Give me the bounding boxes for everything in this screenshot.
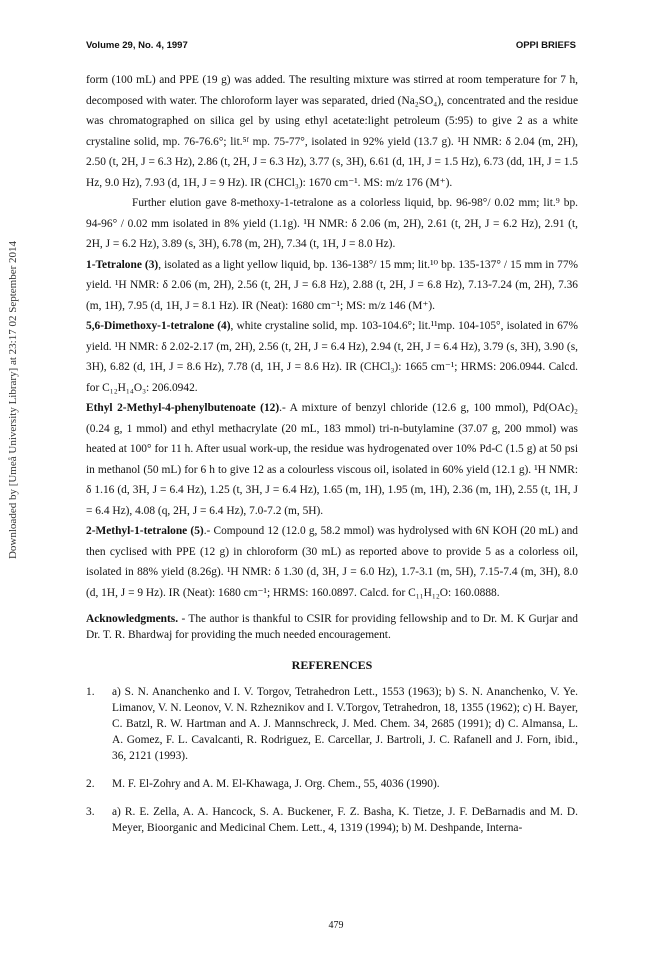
- compound-heading: 2-Methyl-1-tetralone (5): [86, 525, 204, 537]
- paragraph-6: [86, 521, 578, 603]
- section-title: OPPI BRIEFS: [515, 40, 576, 51]
- reference-number: 2.: [86, 777, 95, 790]
- paragraph-4-text: , white crystaline solid, mp. 103-104.6°; lit.¹¹mp. 104-105°, isolated in 67% yield. ¹H NMR: δ 2.02-2.17 (m, 2H), 2.56 (t, 2H, J = 6.4 Hz), 2.94 (t, 2H, J = 6.4 Hz), 3.79 (s, 3H), 3.90 (s, 3H), 6.82 (d, 1H, J = 8.6 Hz), 7.78 (d, 1H, J = 8.6 Hz). IR (CHCl₃): 1665 cm⁻¹; HRMS: 206.0944. Calcd. for C₁₂H₁₄O₃: 206.0942.: [86, 320, 578, 394]
- paragraph-6-text: .- Compound 12 (12.0 g, 58.2 mmol) was hydrolysed with 6N KOH (20 mL) and then cyclised with PPE (12 g) in chloroform (30 mL) as reported above to provide 5 as a colorless oil, isolated in 88% yield (8.26g). ¹H NMR: δ 1.30 (d, 3H, J = 6.0 Hz), 1.7-3.1 (m, 5H), 7.15-7.4 (m, 3H), 8.0 (d, 1H, J = 9 Hz). IR (Neat): 1680 cm⁻¹; HRMS: 160.0897. Calcd. for C₁₁H₁₂O: 160.0888.: [86, 525, 578, 599]
- acknowledgments-text: - The author is thankful to CSIR for providing fellowship and to Dr. M. K Gurjar and Dr. T. R. Bhardwaj for providing the much needed encouragement.: [86, 613, 578, 641]
- reference-number: 3.: [86, 805, 95, 818]
- journal-volume: Volume 29, No. 4, 1997: [86, 40, 188, 51]
- paragraph-2-text: Further elution gave 8-methoxy-1-tetralone as a colorless liquid, bp. 96-98°/ 0.02 mm; lit.⁹ bp. 94-96° / 0.02 mm isolated in 8% yield (1.1g). ¹H NMR: δ 2.06 (m, 2H), 2.61 (t, 2H, J = 6.2 Hz), 2.91 (t, 2H, J = 6.2 Hz), 3.89 (s, 3H), 6.78 (m, 2H), 7.34 (t, 1H, J = 8.0 Hz).: [86, 197, 578, 250]
- reference-number: 1.: [86, 685, 95, 698]
- references-title: REFERENCES: [291, 658, 373, 672]
- reference-item: [86, 684, 578, 764]
- running-header: [86, 40, 576, 54]
- paragraph-4: [86, 316, 578, 398]
- paragraph-3: [86, 255, 578, 317]
- paragraph-3-text: , isolated as a light yellow liquid, bp. 136-138°/ 15 mm; lit.¹⁰ bp. 135-137° / 15 mm in 77% yield. ¹H NMR: δ 2.06 (m, 2H), 2.56 (t, 2H, J = 6.8 Hz), 2.88 (t, 2H, J = 6.8 Hz), 7.13-7.24 (m, 2H), 7.36 (m, 1H), 7.95 (d, 1H, J = 8.1 Hz). IR (Neat): 1680 cm⁻¹; MS: m/z 146 (M⁺).: [86, 258, 578, 312]
- compound-heading: 5,6-Dimethoxy-1-tetralone (4): [86, 320, 231, 332]
- paragraph-5-text: .- A mixture of benzyl chloride (12.6 g, 100 mmol), Pd(OAc)₂ (0.24 g, 1 mmol) and ethyl methacrylate (20 mL, 183 mmol) tri-n-butylamine (37.07 g, 200 mmol) was heated at 100° for 11 h. After usual work-up, the residue was hydrogenated over 10% Pd-C (1.5 g) at 50 psi in methanol (50 mL) for 6 h to give 12 as a colourless viscous oil, isolated in 60% yield (12.1 g). ¹H NMR: δ 1.16 (d, 3H, J = 6.4 Hz), 1.25 (t, 3H, J = 6.4 Hz), 1.65 (m, 1H), 1.95 (m, 1H), 2.36 (m, 1H), 2.55 (t, 1H, J = 6.4 Hz), 4.08 (q, 2H, J = 6.4 Hz), 7.0-7.2 (m, 5H).: [86, 402, 578, 517]
- acknowledgments: [86, 611, 578, 643]
- compound-heading: 1-Tetralone (3): [86, 258, 159, 271]
- reference-item: [86, 804, 578, 836]
- paragraph-2: [86, 193, 578, 255]
- compound-heading: Ethyl 2-Methyl-4-phenylbutenoate (12): [86, 402, 280, 414]
- acknowledgments-heading: Acknowledgments.: [86, 613, 179, 625]
- reference-item: [86, 776, 578, 792]
- page-number: 479: [328, 920, 344, 931]
- paragraph-1-text: form (100 mL) and PPE (19 g) was added. The resulting mixture was stirred at room temperature for 7 h, decomposed with water. The chloroform layer was separated, dried (Na₂SO₄), concentrated and the residue was chromatographed on silica gel by using ethyl acetate:light petroleum (5:95) to give 2 as a white crystaline solid, mp. 76-76.6°; lit.⁵ᶠ mp. 75-77°, isolated in 92% yield (13.7 g). ¹H NMR: δ 2.04 (m, 2H), 2.50 (t, 2H, J = 6.3 Hz), 2.86 (t, 2H, J = 6.3 Hz), 3.77 (s, 3H), 6.61 (d, 1H, J = 1.5 Hz), 6.73 (dd, 1H, J = 1.5 Hz, 9.0 Hz), 7.93 (d, 1H, J = 9 Hz). IR (CHCl₃): 1670 cm⁻¹. MS: m/z 176 (M⁺).: [86, 74, 578, 189]
- reference-text: M. F. El-Zohry and A. M. El-Khawaga, J. Org. Chem., 55, 4036 (1990).: [112, 777, 440, 790]
- download-notice: Downloaded by [Umeå University Library] at 23:17 02 September 2014: [7, 240, 19, 560]
- article-body: [86, 70, 578, 848]
- reference-text: a) S. N. Ananchenko and I. V. Torgov, Tetrahedron Lett., 1553 (1963); b) S. N. Ananchenko, V. Ye. Limanov, V. N. Leonov, V. N. Rzheznikov and I. V.Torgov, Tetrahedron, 18, 1355 (1962); c) H. Bayer, C. Batzl, R. W. Hartman and A. J. Mannschreck, J. Med. Chem. 34, 2685 (1991); d) C. Almansa, L. A. Gomez, F. L. Cavalcanti, R. Rodriguez, E. Carcellar, J. Bartroli, J. C. Rafanell and J. Forn, ibid., 36, 2121 (1993).: [112, 685, 578, 762]
- paragraph-5: [86, 398, 578, 521]
- download-watermark: [6, 150, 20, 650]
- reference-text: a) R. E. Zella, A. A. Hancock, S. A. Buckener, F. Z. Basha, K. Tietze, J. F. DeBarnadis and M. D. Meyer, Bioorganic and Medicinal Chem. Lett., 4, 1319 (1994); b) M. Deshpande, Interna-: [112, 805, 578, 834]
- paragraph-1: [86, 70, 578, 193]
